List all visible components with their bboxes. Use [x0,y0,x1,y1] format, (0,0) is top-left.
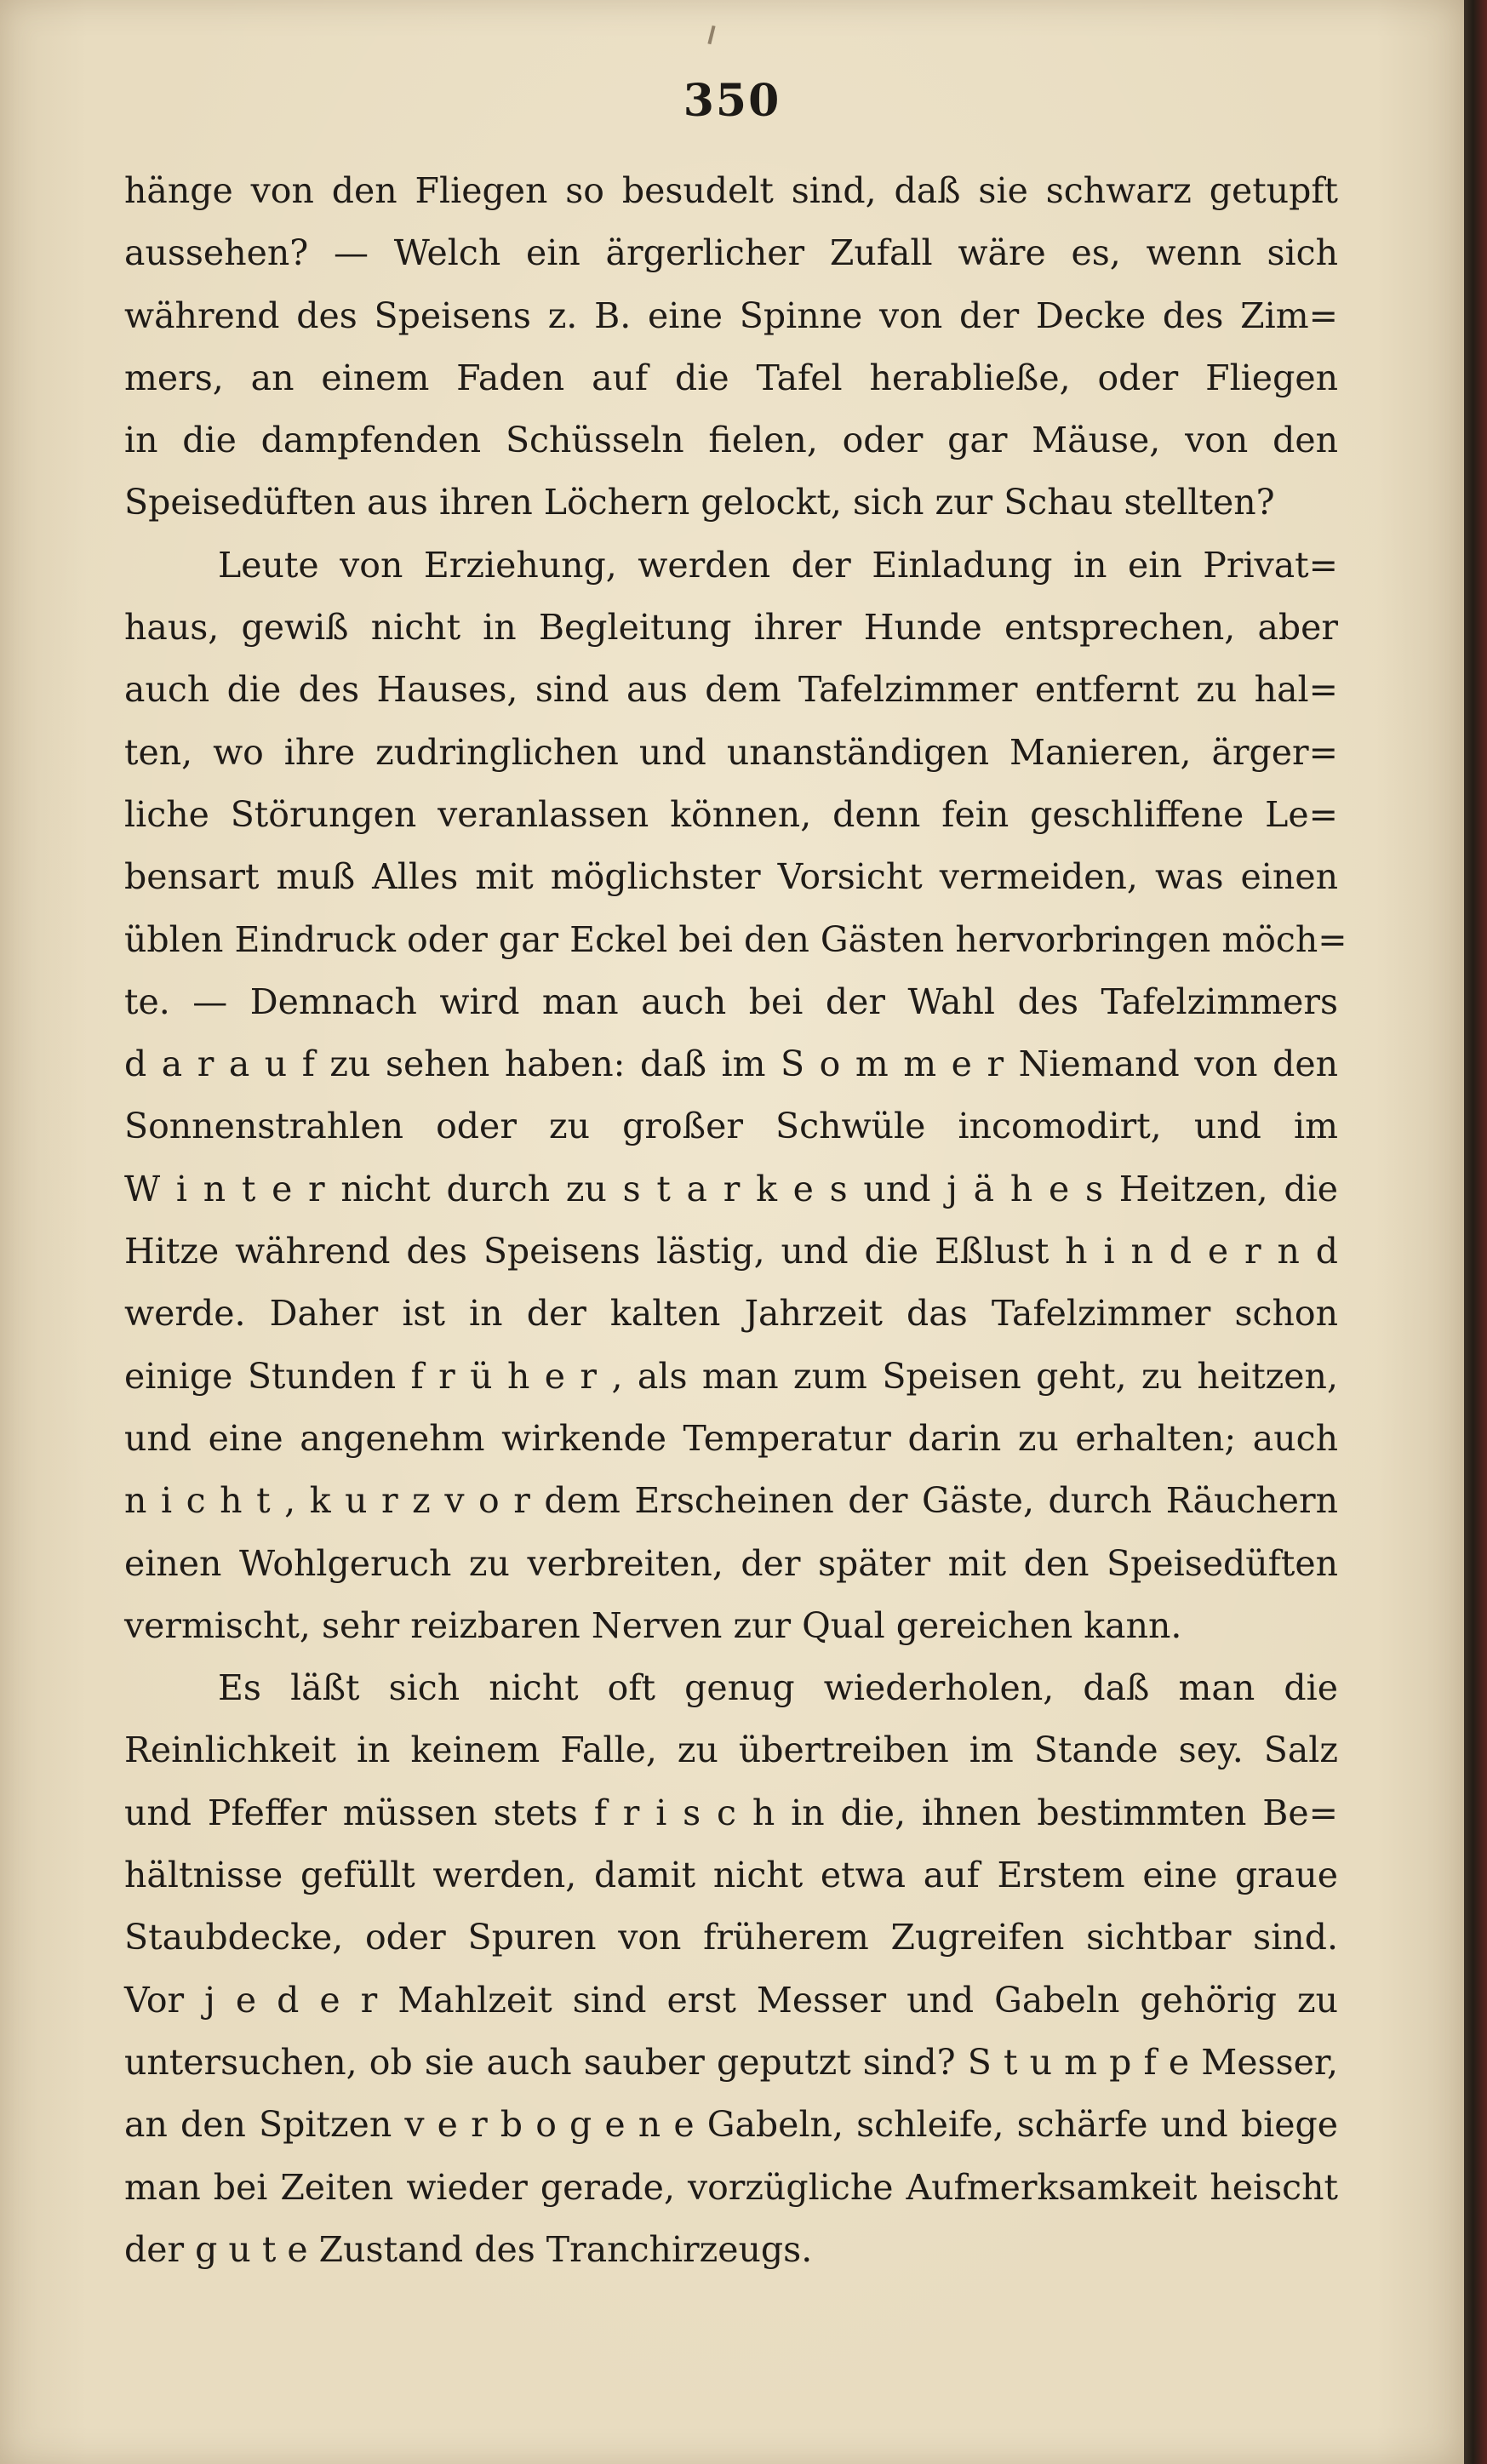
ink-speck [707,26,715,44]
text-line: bensart muß Alles mit möglichster Vorsicht vermeiden, was einen [124,856,1338,898]
text-line: während des Speisens z. B. eine Spinne von der Decke des Zim= [124,294,1338,336]
text-line: te. — Demnach wird man auch bei der Wahl des Tafelzimmers [124,980,1338,1022]
text-line: Sonnenstrahlen oder zu großer Schwüle incomodirt, und im [124,1106,1338,1147]
text-line: Reinlichkeit in keinem Falle, zu übertreiben im Stande sey. Salz [124,1729,1338,1771]
body-text [124,160,1347,2281]
text-line: Staubdecke, oder Spuren von früherem Zugreifen sichtbar sind. [124,1917,1338,1958]
text-line: aussehen? — Welch ein ärgerlicher Zufall wäre es, wenn sich [124,232,1338,274]
text-line: mers, an einem Faden auf die Tafel herabließe, oder Fliegen [124,357,1338,398]
text-line: an den Spitzen v e r b o g e n e Gabeln, schleife, schärfe und biege [124,2104,1338,2146]
text-line: und eine angenehm wirkende Temperatur darin zu erhalten; auch [124,1417,1338,1459]
text-line: ten, wo ihre zudringlichen und unanständigen Manieren, ärger= [124,731,1338,773]
text-line: einige Stunden f r ü h e r , als man zum Speisen geht, zu heitzen, [124,1355,1338,1397]
page-number: 350 [683,75,781,127]
text-line: untersuchen, ob sie auch sauber geputzt sind? S t u m p f e Messer, [124,2041,1338,2083]
text-line: W i n t e r nicht durch zu s t a r k e s und j ä h e s Heitzen, die [124,1168,1338,1209]
text-line: Speisedüften aus ihren Löchern gelockt, sich zur Schau stellten? [124,482,1275,523]
text-line: hältnisse gefüllt werden, damit nicht etwa auf Erstem eine graue [124,1855,1338,1896]
text-line: Hitze während des Speisens lästig, und die Eßlust h i n d e r n d [124,1231,1338,1272]
text-line: Vor j e d e r Mahlzeit sind erst Messer und Gabeln gehörig zu [124,1979,1338,2021]
text-line: hänge von den Fliegen so besudelt sind, daß sie schwarz getupft [124,170,1338,211]
text-line: werde. Daher ist in der kalten Jahrzeit das Tafelzimmer schon [124,1293,1338,1335]
text-line: d a r a u f zu sehen haben: daß im S o m m e r Niemand von den [124,1043,1338,1085]
text-line: der g u t e Zustand des Tranchirzeugs. [124,2228,813,2270]
text-line: man bei Zeiten wieder gerade, vorzügliche Aufmerksamkeit heischt [124,2166,1338,2208]
text-line: Es läßt sich nicht oft genug wiederholen, daß man die [218,1667,1338,1709]
text-line: liche Störungen veranlassen können, denn fein geschliffene Le= [124,793,1338,835]
text-line: n i c h t , k u r z v o r dem Erscheinen der Gäste, durch Räuchern [124,1480,1338,1522]
text-line: und Pfeffer müssen stets f r i s c h in die, ihnen bestimmten Be= [124,1792,1338,1833]
text-line: vermischt, sehr reizbaren Nerven zur Qual gereichen kann. [124,1604,1182,1646]
page-edge [1464,0,1487,2464]
text-line: Leute von Erziehung, werden der Einladung in ein Privat= [218,544,1338,586]
text-line: haus, gewiß nicht in Begleitung ihrer Hunde entsprechen, aber [124,607,1338,649]
text-line: in die dampfenden Schüsseln fielen, oder gar Mäuse, von den [124,420,1338,461]
text-line: einen Wohlgeruch zu verbreiten, der später mit den Speisedüften [124,1542,1338,1584]
text-line: auch die des Hauses, sind aus dem Tafelzimmer entfernt zu hal= [124,669,1338,711]
text-line: üblen Eindruck oder gar Eckel bei den Gästen hervorbringen möch= [124,918,1347,960]
